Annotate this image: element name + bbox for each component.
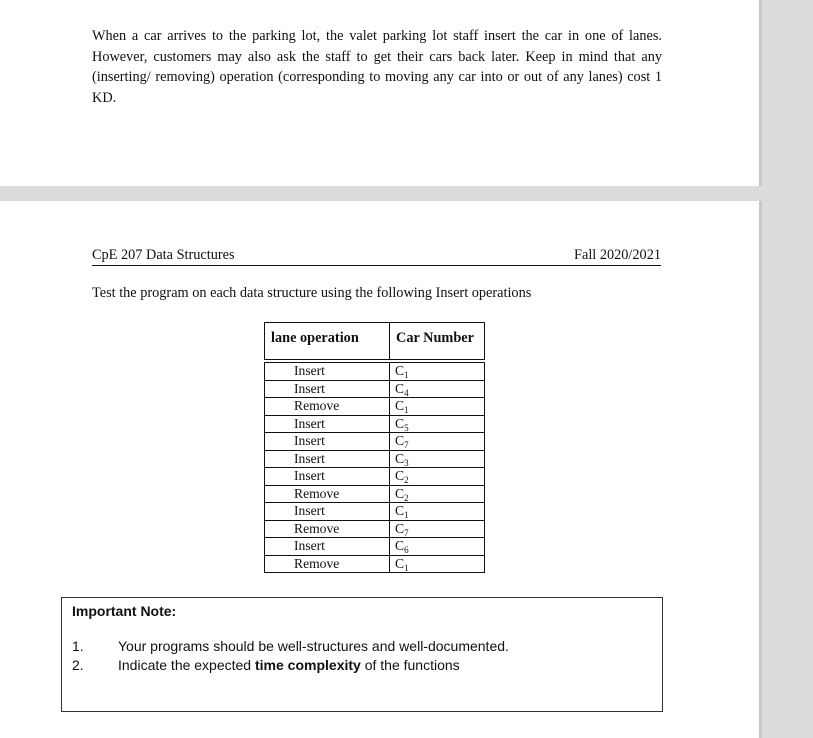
car-number-cell bbox=[390, 361, 485, 380]
car-number-cell bbox=[390, 503, 485, 521]
operations-table bbox=[264, 322, 485, 573]
note-item bbox=[72, 638, 509, 657]
table-row bbox=[265, 538, 485, 556]
car-letter: C bbox=[395, 555, 405, 571]
car-index: 6 bbox=[404, 545, 409, 556]
page-shadow bbox=[759, 0, 762, 186]
car-letter: C bbox=[395, 433, 405, 449]
table-row bbox=[265, 450, 485, 468]
page-header bbox=[92, 245, 661, 266]
note-number: 1. bbox=[72, 638, 84, 654]
car-index: 1 bbox=[404, 405, 409, 416]
lane-operation-cell: Insert bbox=[265, 433, 390, 451]
car-letter: C bbox=[395, 468, 405, 484]
car-index: 3 bbox=[404, 457, 409, 468]
car-number-cell bbox=[390, 415, 485, 433]
note-text-bold: time complexity bbox=[255, 657, 361, 673]
car-index: 1 bbox=[404, 510, 409, 521]
car-number-cell bbox=[390, 433, 485, 451]
car-letter: C bbox=[395, 450, 405, 466]
table-row bbox=[265, 503, 485, 521]
lane-operation-cell: Remove bbox=[265, 398, 390, 416]
lane-operation-cell: Insert bbox=[265, 380, 390, 398]
header-lane-operation: lane operation bbox=[265, 323, 390, 362]
car-letter: C bbox=[395, 363, 405, 379]
car-letter: C bbox=[395, 398, 405, 414]
car-letter: C bbox=[395, 485, 405, 501]
car-letter: C bbox=[395, 520, 405, 536]
lane-operation-cell: Insert bbox=[265, 538, 390, 556]
table-row bbox=[265, 555, 485, 573]
car-number-cell bbox=[390, 555, 485, 573]
car-number-cell bbox=[390, 450, 485, 468]
lane-operation-cell: Insert bbox=[265, 503, 390, 521]
note-list bbox=[72, 638, 509, 676]
table-header-row bbox=[265, 323, 485, 362]
table-row bbox=[265, 398, 485, 416]
instruction-text: Test the program on each data structure using the following Insert operations bbox=[92, 285, 532, 301]
lane-operation-cell: Remove bbox=[265, 520, 390, 538]
lane-operation-cell: Insert bbox=[265, 468, 390, 486]
car-index: 4 bbox=[404, 387, 409, 398]
car-number-cell bbox=[390, 398, 485, 416]
car-letter: C bbox=[395, 415, 405, 431]
car-number-cell bbox=[390, 520, 485, 538]
table-row bbox=[265, 485, 485, 503]
car-number-cell bbox=[390, 380, 485, 398]
table-row bbox=[265, 468, 485, 486]
car-letter: C bbox=[395, 380, 405, 396]
lane-operation-cell: Insert bbox=[265, 415, 390, 433]
page-shadow bbox=[759, 201, 762, 738]
lane-operation-cell: Remove bbox=[265, 555, 390, 573]
intro-paragraph: When a car arrives to the parking lot, the valet parking lot staff insert the car in one of lanes. However, customers may also ask the staff to get their cars back later. Keep in mind that any (inserting/ removing) operation (corresponding to moving any car into or out of any lanes) cost 1 KD. bbox=[92, 28, 662, 106]
lane-operation-cell: Remove bbox=[265, 485, 390, 503]
car-letter: C bbox=[395, 503, 405, 519]
car-number-cell bbox=[390, 538, 485, 556]
car-index: 2 bbox=[404, 475, 409, 486]
lane-operation-cell: Insert bbox=[265, 450, 390, 468]
table-row bbox=[265, 380, 485, 398]
table-row bbox=[265, 361, 485, 380]
header-car-number: Car Number bbox=[390, 323, 485, 362]
car-index: 2 bbox=[404, 492, 409, 503]
car-letter: C bbox=[395, 538, 405, 554]
note-text-post: of the functions bbox=[360, 657, 460, 673]
semester-label: Fall 2020/2021 bbox=[574, 247, 661, 263]
note-item bbox=[72, 657, 509, 676]
document-page-2 bbox=[0, 201, 759, 738]
table-row bbox=[265, 433, 485, 451]
car-number-cell bbox=[390, 485, 485, 503]
note-text: Your programs should be well-structures and well-documented. bbox=[118, 638, 509, 654]
table-row bbox=[265, 415, 485, 433]
lane-operation-cell: Insert bbox=[265, 361, 390, 380]
document-page-1 bbox=[0, 0, 759, 186]
car-index: 7 bbox=[404, 440, 409, 451]
car-index: 7 bbox=[404, 527, 409, 538]
car-index: 5 bbox=[404, 422, 409, 433]
car-number-cell bbox=[390, 468, 485, 486]
course-title: CpE 207 Data Structures bbox=[92, 247, 235, 263]
note-title: Important Note: bbox=[72, 603, 177, 619]
car-index: 1 bbox=[404, 370, 409, 381]
important-note-box bbox=[61, 597, 663, 712]
note-text-pre: Indicate the expected bbox=[118, 657, 255, 673]
car-index: 1 bbox=[404, 562, 409, 573]
table-row bbox=[265, 520, 485, 538]
note-number: 2. bbox=[72, 657, 84, 673]
